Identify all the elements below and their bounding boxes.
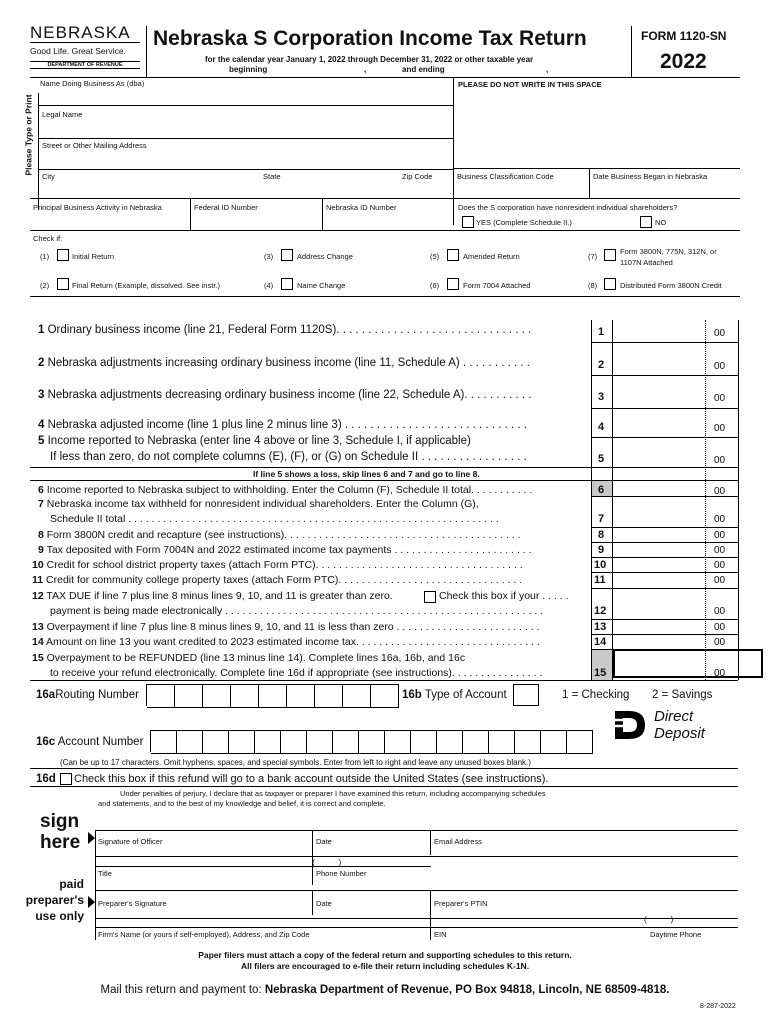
line-10-amount[interactable] [614, 558, 702, 571]
ptin-label: Preparer's PTIN [434, 899, 488, 908]
line-14: 14 Amount on line 13 you want credited to 2023 estimated income tax. . . . . . . . . . . . . . . . . . . . . . . . . . . . . . . . [32, 636, 540, 648]
logo [30, 24, 140, 69]
city-label: City [42, 172, 55, 181]
direct-deposit-word-1: Direct [654, 708, 694, 725]
form-3800n-attached-checkbox[interactable] [604, 249, 616, 261]
line-12-box: 12 [594, 605, 607, 617]
phone-number-label: Phone Number [316, 869, 367, 878]
line-5: 5 Income reported to Nebraska (enter line 4 above or line 3, Schedule I, if applicable) [38, 435, 471, 447]
line-16d-label: Check this box if this refund will go to a bank account outside the United States (see instructions). [74, 773, 549, 785]
form-7004-checkbox[interactable] [447, 278, 459, 290]
tax-year-line: for the calendar year January 1, 2022 through December 31, 2022 or other taxable year [205, 55, 534, 64]
title-label: Title [98, 869, 112, 878]
line-6-amount[interactable] [614, 482, 702, 496]
line-7-cents: 00 [714, 514, 726, 525]
initial-return-checkbox[interactable] [57, 249, 69, 261]
logo-dept: DEPARTMENT OF REVENUE [30, 61, 140, 69]
email-label: Email Address [434, 837, 482, 846]
principal-label: Principal Business Activity in Nebraska [33, 203, 162, 212]
line-2-amount[interactable] [614, 355, 702, 373]
check-3-num: (3) [264, 252, 274, 261]
state-field[interactable] [250, 182, 310, 198]
line-14-amount[interactable] [614, 635, 702, 648]
check-8-num: (8) [588, 281, 598, 290]
daytime-phone-paren: ( ) [644, 914, 674, 924]
account-type-box[interactable] [513, 684, 539, 706]
line-12-continued: payment is being made electronically . . . . . . . . . . . . . . . . . . . . . . . . . . . . . . . . . . . . . . . . . . . . . . . . . . . . . . . [50, 605, 544, 617]
line-11-cents: 00 [714, 575, 726, 586]
name-change-label: Name Change [297, 281, 346, 290]
address-change-checkbox[interactable] [281, 249, 293, 261]
line-2: 2 Nebraska adjustments increasing ordinary business income (line 11, Schedule A) . . . . . . . . . . . [38, 357, 530, 369]
line-4-box: 4 [598, 421, 605, 433]
line-4: 4 Nebraska adjusted income (line 1 plus line 2 minus line 3) . . . . . . . . . . . . . . . . . . . . . . . . . . . . . [38, 419, 527, 431]
officer-signature-label: Signature of Officer [98, 837, 163, 846]
ne-id-label: Nebraska ID Number [326, 203, 397, 212]
street-label: Street or Other Mailing Address [42, 141, 147, 150]
line-10-box: 10 [594, 559, 607, 571]
skip-note: If line 5 shows a loss, skip lines 6 and 7 and go to line 8. [253, 469, 480, 479]
tax-year-comma-1: , [364, 65, 367, 74]
date-began-label: Date Business Began in Nebraska [593, 172, 708, 181]
routing-number-boxes[interactable] [146, 684, 399, 706]
line-8: 8 Form 3800N credit and recapture (see instructions). . . . . . . . . . . . . . . . . . . . . . . . . . . . . . . . . . . . . . . . . [38, 529, 521, 541]
check-7-num: (7) [588, 252, 598, 261]
savings-option: 2 = Savings [652, 689, 713, 701]
account-number-boxes[interactable] [150, 730, 593, 752]
line-2-cents: 00 [714, 361, 726, 372]
perjury-statement-2: and statements, and to the best of my knowledge and belief, it is correct and complete. [98, 799, 386, 808]
line-11-box: 11 [594, 574, 606, 586]
preparer-signature-label: Preparer's Signature [98, 899, 167, 908]
line-5-continued: If less than zero, do not complete columns (E), (F), or (G) on Schedule II . . . . . . . . . . . . . . . . . [50, 451, 527, 463]
preparer-signature-field[interactable] [98, 907, 308, 917]
line-12-amount[interactable] [614, 603, 702, 617]
name-change-checkbox[interactable] [281, 278, 293, 290]
officer-date-field[interactable] [316, 846, 426, 856]
line-14-cents: 00 [714, 637, 726, 648]
form-code: 8-287-2022 [700, 1003, 736, 1010]
sign-here-label: sign here [40, 811, 81, 853]
paid-preparer-label: paid preparer's use only [25, 877, 84, 923]
sign-arrow-icon [88, 832, 95, 844]
ein-label: EIN [434, 930, 447, 939]
line-13-amount[interactable] [614, 620, 702, 633]
line-8-amount[interactable] [614, 528, 702, 541]
bus-class-field[interactable] [457, 182, 585, 196]
amended-return-checkbox[interactable] [447, 249, 459, 261]
direct-deposit-logo [612, 708, 722, 744]
direct-deposit-word-2: Deposit [654, 725, 705, 742]
initial-return-label: Initial Return [72, 252, 115, 261]
line-9-amount[interactable] [614, 543, 702, 556]
title-field[interactable] [98, 878, 308, 888]
city-field[interactable] [42, 182, 242, 198]
attach-notice: Paper filers must attach a copy of the federal return and supporting schedules to this return. [198, 950, 572, 960]
line-8-box: 8 [598, 529, 605, 541]
line-3-amount[interactable] [614, 387, 702, 405]
electronic-payment-checkbox[interactable] [424, 591, 436, 603]
no-write-label: PLEASE DO NOT WRITE IN THIS SPACE [458, 80, 602, 89]
perjury-statement: Under penalties of perjury, I declare that as taxpayer or preparer I have examined this return, including accompanying schedules [120, 789, 546, 798]
final-return-label: Final Return (Example, dissolved. See instr.) [72, 281, 220, 290]
line-3-box: 3 [598, 391, 605, 403]
nonres-yes-checkbox[interactable] [462, 216, 474, 228]
line-1: 1 Ordinary business income (line 21, Federal Form 1120S). . . . . . . . . . . . . . . . . . . . . . . . . . . . . . . [38, 324, 532, 336]
form-year: 2022 [660, 50, 707, 73]
check-1-num: (1) [40, 252, 50, 261]
preparer-arrow-icon [88, 896, 95, 908]
line-9-cents: 00 [714, 545, 726, 556]
line-13-box: 13 [594, 621, 607, 633]
line-5-box: 5 [598, 453, 605, 465]
line-14-box: 14 [594, 636, 607, 648]
line-12-cents: 00 [714, 606, 726, 617]
line-1-cents: 00 [714, 328, 726, 339]
line-11-amount[interactable] [614, 573, 702, 586]
line-3: 3 Nebraska adjustments decreasing ordinary business income (line 22, Schedule A). . . . . . . . . . . [38, 389, 532, 401]
line-5-cents: 00 [714, 455, 726, 466]
federal-id-label: Federal ID Number [194, 203, 258, 212]
distributed-3800n-checkbox[interactable] [604, 278, 616, 290]
daytime-phone-label: Daytime Phone [650, 930, 702, 939]
efile-notice: All filers are encouraged to e-file their return including schedules K-1N. [240, 961, 530, 971]
check-4-num: (4) [264, 281, 274, 290]
line-13: 13 Overpayment if line 7 plus line 8 minus lines 9, 10, and 11 is less than zero . . . . . . . . . . . . . . . . . . . . . . . . . [32, 621, 540, 633]
line-4-amount[interactable] [614, 417, 702, 435]
street-field[interactable] [42, 151, 447, 167]
line-1-amount[interactable] [614, 322, 702, 340]
officer-phone-paren: ( ) [312, 857, 342, 867]
logo-state: NEBRASKA [30, 24, 140, 43]
line-15-amount[interactable] [613, 649, 763, 678]
line-1-box: 1 [598, 326, 605, 338]
line-12-check-text: Check this box if your . . . . . [439, 590, 569, 602]
email-field[interactable] [434, 846, 734, 856]
line-10: 10 Credit for school district property taxes (attach Form PTC). . . . . . . . . . . . . . . . . . . . . . . . . . . . . . . . . . . . [32, 559, 523, 571]
address-change-label: Address Change [297, 252, 353, 261]
line-7-continued: Schedule II total . . . . . . . . . . . . . . . . . . . . . . . . . . . . . . . . . . . . . . . . . . . . . . . . . . . . . . . . . . . . . . . . [50, 513, 499, 525]
form-7004-label: Form 7004 Attached [463, 281, 531, 290]
account-number-note: (Can be up to 17 characters. Omit hyphens, spaces, and special symbols. Enter from left to right and leave any unused boxes blank.) [60, 758, 531, 767]
tax-year-beginning: beginning [229, 65, 268, 74]
line-7: 7 Nebraska income tax withheld for nonresident individual shareholders. Enter the Column (G), [38, 498, 479, 510]
logo-tagline: Good Life. Great Service. [30, 46, 126, 56]
officer-date-label: Date [316, 837, 332, 846]
line-9: 9 Tax deposited with Form 7004N and 2022 estimated income tax payments . . . . . . . . . . . . . . . . . . . . . . . . [38, 544, 532, 556]
line-7-box: 7 [598, 513, 605, 525]
nonres-no-label: NO [655, 218, 667, 227]
firm-label: Firm's Name (or yours if self-employed), Address, and Zip Code [98, 930, 310, 939]
form-3800n-attached-label: Form 3800N, 775N, 312N, or [620, 247, 717, 256]
dba-field[interactable] [40, 88, 450, 102]
line-7-amount[interactable] [614, 511, 702, 525]
final-return-checkbox[interactable] [57, 278, 69, 290]
check-6-num: (6) [430, 281, 440, 290]
line-13-cents: 00 [714, 622, 726, 633]
tax-year-comma-2: , [546, 65, 549, 74]
check-if-title: Check if: [33, 234, 63, 243]
line-15-box: 15 [594, 667, 607, 679]
checking-option: 1 = Checking [562, 689, 630, 701]
direct-deposit-icon [612, 708, 648, 742]
amended-return-label: Amended Return [463, 252, 520, 261]
line-11: 11 Credit for community college property taxes (attach Form PTC). . . . . . . . . . . . . . . . . . . . . . . . . . . . . . . . [32, 574, 523, 586]
line-8-cents: 00 [714, 530, 726, 541]
mail-address: Mail this return and payment to: Nebraska Department of Revenue, PO Box 94818, Lincoln, NE 68509-4818. [100, 984, 670, 996]
account-number-label: 16c Account Number [36, 736, 144, 748]
line-10-cents: 00 [714, 560, 726, 571]
zip-label: Zip Code [402, 172, 433, 181]
preparer-date-label: Date [316, 899, 332, 908]
ne-id-field[interactable] [326, 213, 448, 227]
line-3-cents: 00 [714, 393, 726, 404]
line-16d-num: 16d [36, 773, 56, 785]
officer-signature-field[interactable] [98, 846, 308, 856]
account-type-label: 16b Type of Account [402, 689, 507, 701]
line-12: 12 TAX DUE if line 7 plus line 8 minus lines 9, 10, and 11 is greater than zero. [32, 590, 393, 602]
legal-name-field[interactable] [42, 120, 447, 136]
date-began-field[interactable] [593, 182, 738, 196]
tax-year-ending: and ending [402, 65, 445, 74]
distributed-3800n-label: Distributed Form 3800N Credit [620, 281, 722, 290]
foreign-bank-checkbox[interactable] [60, 773, 72, 785]
nonres-question: Does the S corporation have nonresident individual shareholders? [458, 203, 678, 212]
line-5-amount[interactable] [614, 449, 702, 465]
form-title: Nebraska S Corporation Income Tax Return [153, 27, 587, 50]
legal-name-label: Legal Name [42, 110, 83, 119]
dba-label: Name Doing Business As (dba) [40, 79, 145, 88]
line-6-cents: 00 [714, 486, 726, 497]
bus-class-label: Business Classification Code [457, 172, 554, 181]
line-6: 6 Income reported to Nebraska subject to withholding. Enter the Column (F), Schedule II total. . . . . . . . . . . [38, 484, 533, 496]
check-2-num: (2) [40, 281, 50, 290]
line-15-cents: 00 [714, 668, 726, 679]
zip-field[interactable] [330, 182, 445, 198]
line-15-continued: to receive your refund electronically. Complete line 16d if appropriate (see instructions). . . . . . . . . . . . . . . . [50, 667, 543, 679]
line-9-box: 9 [598, 544, 605, 556]
line-6-box: 6 [598, 484, 605, 496]
line-15: 15 Overpayment to be REFUNDED (line 13 minus line 14). Complete lines 16a, 16b, and 16c [32, 652, 466, 664]
side-label: Please Type or Print [23, 94, 34, 176]
line-4-cents: 00 [714, 423, 726, 434]
nonres-yes-label: YES (Complete Schedule II.) [476, 218, 572, 227]
check-5-num: (5) [430, 252, 440, 261]
routing-label: 16aRouting Number [36, 689, 139, 701]
line-2-box: 2 [598, 359, 605, 371]
federal-id-field[interactable] [194, 213, 318, 227]
ptin-field[interactable] [434, 907, 734, 917]
nonres-no-checkbox[interactable] [640, 216, 652, 228]
form-number: FORM 1120-SN [641, 29, 727, 43]
state-label: State [263, 172, 281, 181]
principal-field[interactable] [33, 213, 183, 227]
form-3800n-attached-label-2: 1107N Attached [620, 258, 673, 267]
